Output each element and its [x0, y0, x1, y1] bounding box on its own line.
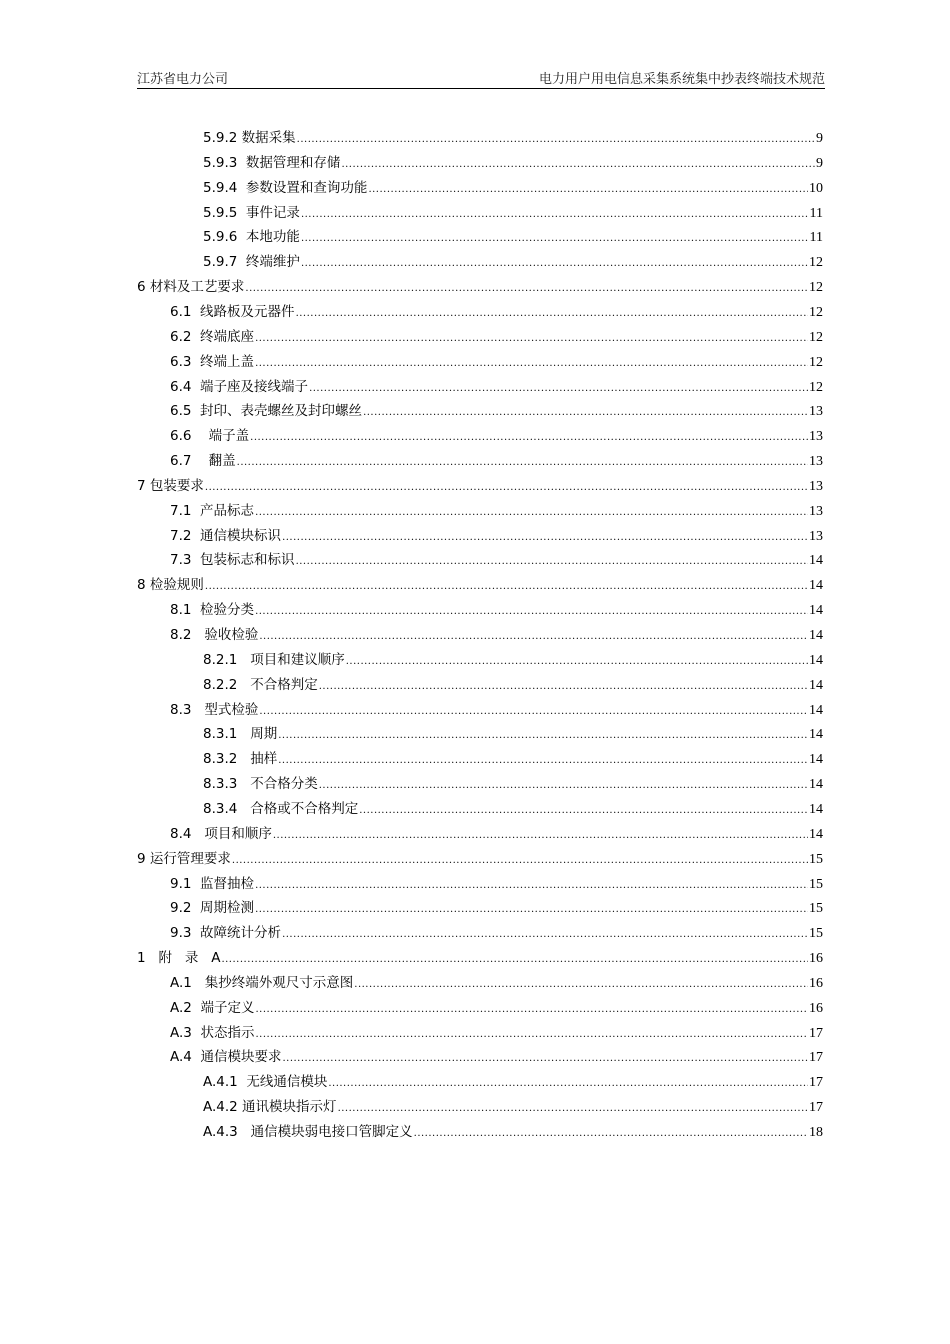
- toc-entry-page: 15: [809, 926, 823, 942]
- toc-entry-page: 14: [809, 652, 823, 668]
- toc-leader-dots: [250, 425, 808, 450]
- toc-entry-title: 8.3.4 合格或不合格判定: [203, 800, 359, 817]
- toc-leader-dots: [282, 922, 808, 947]
- toc-entry-page: 13: [809, 528, 823, 544]
- toc-entry[interactable]: [203, 250, 823, 275]
- toc-leader-dots: [237, 450, 808, 475]
- toc-leader-dots: [328, 1071, 808, 1096]
- toc-entry-page: 14: [809, 826, 823, 842]
- toc-entry[interactable]: [170, 499, 823, 524]
- toc-leader-dots: [273, 823, 808, 848]
- toc-entry-page: 13: [809, 404, 823, 420]
- toc-entry-page: 17: [809, 1100, 823, 1116]
- toc-entry-title: 9.3 故障统计分析: [170, 925, 282, 942]
- toc-entry[interactable]: [170, 1021, 823, 1046]
- toc-entry-title: 9.1 监督抽检: [170, 875, 255, 892]
- toc-entry[interactable]: [170, 424, 823, 449]
- toc-leader-dots: [278, 748, 808, 773]
- toc-entry-title: 8.4 项目和顺序: [170, 825, 272, 842]
- toc-entry-page: 10: [809, 180, 823, 196]
- toc-entry[interactable]: [170, 698, 823, 723]
- toc-entry-title: 7.3 包装标志和标识: [170, 552, 295, 569]
- toc-entry-page: 11: [809, 205, 823, 221]
- toc-leader-dots: [319, 773, 808, 798]
- toc-entry[interactable]: [203, 1070, 823, 1095]
- toc-entry-page: 18: [809, 1125, 823, 1140]
- toc-entry-title: 9 运行管理要求: [137, 850, 231, 867]
- toc-entry-page: 14: [809, 603, 823, 619]
- toc-entry[interactable]: [137, 275, 823, 300]
- toc-entry-page: 17: [809, 1025, 823, 1041]
- toc-leader-dots: [255, 897, 808, 922]
- toc-entry-title: 6.4 端子座及接线端子: [170, 378, 309, 395]
- toc-entry-title: 8.2.1 项目和建议顺序: [203, 651, 345, 668]
- toc-entry-page: 14: [809, 677, 823, 693]
- toc-leader-dots: [363, 400, 808, 425]
- toc-entry[interactable]: [170, 524, 823, 549]
- toc-entry[interactable]: [170, 896, 823, 921]
- toc-leader-dots: [255, 326, 808, 351]
- toc-entry[interactable]: [137, 474, 823, 499]
- toc-entry[interactable]: [203, 797, 823, 822]
- toc-entry-page: 12: [809, 329, 823, 345]
- toc-entry[interactable]: [137, 573, 823, 598]
- toc-entry-page: 13: [809, 503, 823, 519]
- toc-entry-page: 9: [816, 155, 823, 171]
- toc-entry-title: 6 材料及工艺要求: [137, 279, 245, 296]
- toc-entry-page: 13: [809, 429, 823, 445]
- toc-entry-title: 6.6 端子盖: [170, 428, 250, 445]
- toc-entry-page: 15: [809, 876, 823, 892]
- toc-entry[interactable]: [170, 996, 823, 1021]
- toc-entry-title: 8.2.2 不合格判定: [203, 676, 318, 693]
- toc-entry[interactable]: [170, 598, 823, 623]
- toc-entry[interactable]: [203, 1120, 823, 1145]
- toc-entry-page: 15: [809, 901, 823, 917]
- toc-leader-dots: [301, 251, 808, 276]
- toc-entry[interactable]: [170, 1045, 823, 1070]
- toc-leader-dots: [278, 723, 808, 748]
- toc-entry[interactable]: [170, 921, 823, 946]
- toc-entry-title: 6.1 线路板及元器件: [170, 303, 295, 320]
- toc-entry-page: 11: [809, 230, 823, 246]
- toc-entry-title: 9.2 周期检测: [170, 900, 255, 917]
- toc-leader-dots: [359, 798, 808, 823]
- toc-leader-dots: [319, 674, 808, 699]
- toc-entry[interactable]: [203, 1095, 823, 1120]
- toc-entry[interactable]: [203, 126, 823, 151]
- toc-leader-dots: [232, 848, 808, 873]
- toc-entry-page: 17: [809, 1050, 823, 1066]
- toc-entry[interactable]: [170, 623, 823, 648]
- toc-entry-title: 5.9.2 数据采集: [203, 130, 296, 146]
- toc-entry-title: 8.3 型式检验: [170, 701, 259, 718]
- toc-entry-page: 9: [816, 131, 823, 146]
- toc-entry-title: 1 附 录 A: [137, 950, 221, 967]
- toc-entry-title: 6.7 翻盖: [170, 453, 236, 470]
- toc-leader-dots: [255, 873, 808, 898]
- toc-entry[interactable]: [137, 847, 823, 872]
- toc-leader-dots: [338, 1096, 808, 1121]
- toc-leader-dots: [296, 549, 808, 574]
- toc-leader-dots: [221, 947, 808, 972]
- toc-entry-page: 17: [809, 1075, 823, 1091]
- toc-entry-page: 13: [809, 454, 823, 470]
- toc-leader-dots: [255, 599, 808, 624]
- toc-leader-dots: [259, 624, 808, 649]
- header-document-title: 电力用户用电信息采集系统集中抄表终端技术规范: [538, 72, 825, 87]
- toc-entry[interactable]: [170, 872, 823, 897]
- toc-entry[interactable]: [170, 325, 823, 350]
- toc-leader-dots: [301, 226, 809, 251]
- toc-leader-dots: [309, 376, 808, 401]
- toc-leader-dots: [205, 475, 808, 500]
- toc-entry-page: 15: [809, 851, 823, 867]
- toc-entry-title: 8.2 验收检验: [170, 627, 259, 643]
- toc-entry-title: 5.9.7 终端维护: [203, 254, 300, 271]
- toc-entry-title: A.4.2 通讯模块指示灯: [203, 1099, 337, 1116]
- toc-leader-dots: [301, 202, 809, 227]
- toc-leader-dots: [296, 301, 808, 326]
- toc-entry[interactable]: [203, 673, 823, 698]
- toc-entry-page: 12: [809, 280, 823, 296]
- toc-leader-dots: [414, 1121, 808, 1146]
- header-company-name: 江苏省电力公司: [137, 72, 229, 87]
- toc-entry-title: 5.9.6 本地功能: [203, 229, 300, 246]
- toc-entry-page: 14: [809, 727, 823, 743]
- toc-entry[interactable]: [170, 375, 823, 400]
- toc-leader-dots: [297, 127, 815, 152]
- toc-entry-page: 16: [809, 951, 823, 967]
- toc-entry-title: 5.9.3 数据管理和存储: [203, 154, 341, 171]
- toc-entry-title: A.4.3 通信模块弱电接口管脚定义: [203, 1124, 413, 1140]
- page-header: [137, 66, 825, 89]
- toc-entry-title: 6.2 终端底座: [170, 328, 255, 345]
- toc-entry-title: 7 包装要求: [137, 477, 204, 494]
- toc-entry-title: A.3 状态指示: [170, 1024, 255, 1041]
- toc-leader-dots: [346, 649, 808, 674]
- toc-entry[interactable]: [170, 300, 823, 325]
- toc-entry[interactable]: [137, 946, 823, 971]
- toc-entry-page: 14: [809, 578, 823, 594]
- toc-entry[interactable]: [203, 772, 823, 797]
- toc-entry[interactable]: [203, 747, 823, 772]
- toc-entry-page: 12: [809, 379, 823, 395]
- toc-entry[interactable]: [203, 722, 823, 747]
- toc-leader-dots: [282, 1046, 808, 1071]
- toc-entry-title: A.1 集抄终端外观尺寸示意图: [170, 974, 354, 991]
- toc-leader-dots: [255, 997, 808, 1022]
- toc-entry[interactable]: [170, 822, 823, 847]
- toc-entry-title: 8.3.3 不合格分类: [203, 776, 318, 793]
- toc-leader-dots: [259, 699, 808, 724]
- toc-leader-dots: [255, 351, 808, 376]
- toc-entry[interactable]: [203, 201, 823, 226]
- toc-entry-title: A.4.1 无线通信模块: [203, 1074, 328, 1091]
- toc-entry-page: 14: [809, 752, 823, 768]
- toc-leader-dots: [282, 525, 808, 550]
- toc-leader-dots: [255, 1022, 808, 1047]
- toc-entry[interactable]: [170, 350, 823, 375]
- toc-leader-dots: [354, 972, 808, 997]
- toc-entry-title: 8 检验规则: [137, 577, 204, 594]
- toc-entry-title: 7.2 通信模块标识: [170, 527, 282, 544]
- toc-entry-title: 7.1 产品标志: [170, 502, 255, 519]
- toc-leader-dots: [368, 177, 808, 202]
- toc-entry[interactable]: [170, 399, 823, 424]
- toc-entry-title: 8.3.1 周期: [203, 726, 278, 743]
- toc-entry-page: 14: [809, 777, 823, 793]
- toc-entry-title: 8.1 检验分类: [170, 602, 255, 619]
- toc-leader-dots: [205, 574, 808, 599]
- toc-entry-page: 16: [809, 975, 823, 991]
- toc-entry-page: 14: [809, 628, 823, 643]
- toc-entry-title: 5.9.4 参数设置和查询功能: [203, 179, 368, 196]
- toc-entry[interactable]: [203, 225, 823, 250]
- toc-leader-dots: [341, 152, 815, 177]
- toc-entry[interactable]: [170, 971, 823, 996]
- toc-entry-page: 14: [809, 801, 823, 817]
- toc-entry-page: 16: [809, 1000, 823, 1016]
- toc-entry-title: A.4 通信模块要求: [170, 1049, 282, 1066]
- toc-entry-page: 14: [809, 553, 823, 569]
- toc-entry-page: 12: [809, 304, 823, 320]
- toc-entry-title: 6.3 终端上盖: [170, 353, 255, 370]
- toc-entry-title: A.2 端子定义: [170, 999, 255, 1016]
- toc-entry-title: 6.5 封印、表壳螺丝及封印螺丝: [170, 403, 363, 420]
- toc-entry-page: 12: [809, 354, 823, 370]
- toc-entry[interactable]: [203, 648, 823, 673]
- toc-leader-dots: [245, 276, 808, 301]
- toc-entry-page: 12: [809, 255, 823, 271]
- toc-entry[interactable]: [170, 449, 823, 474]
- toc-entry-page: 13: [809, 478, 823, 494]
- toc-entry-title: 8.3.2 抽样: [203, 751, 278, 768]
- toc-entry[interactable]: [203, 151, 823, 176]
- toc-leader-dots: [255, 500, 808, 525]
- toc-entry[interactable]: [203, 176, 823, 201]
- toc-entry[interactable]: [170, 548, 823, 573]
- toc-entry-title: 5.9.5 事件记录: [203, 204, 300, 221]
- toc-entry-page: 14: [809, 702, 823, 718]
